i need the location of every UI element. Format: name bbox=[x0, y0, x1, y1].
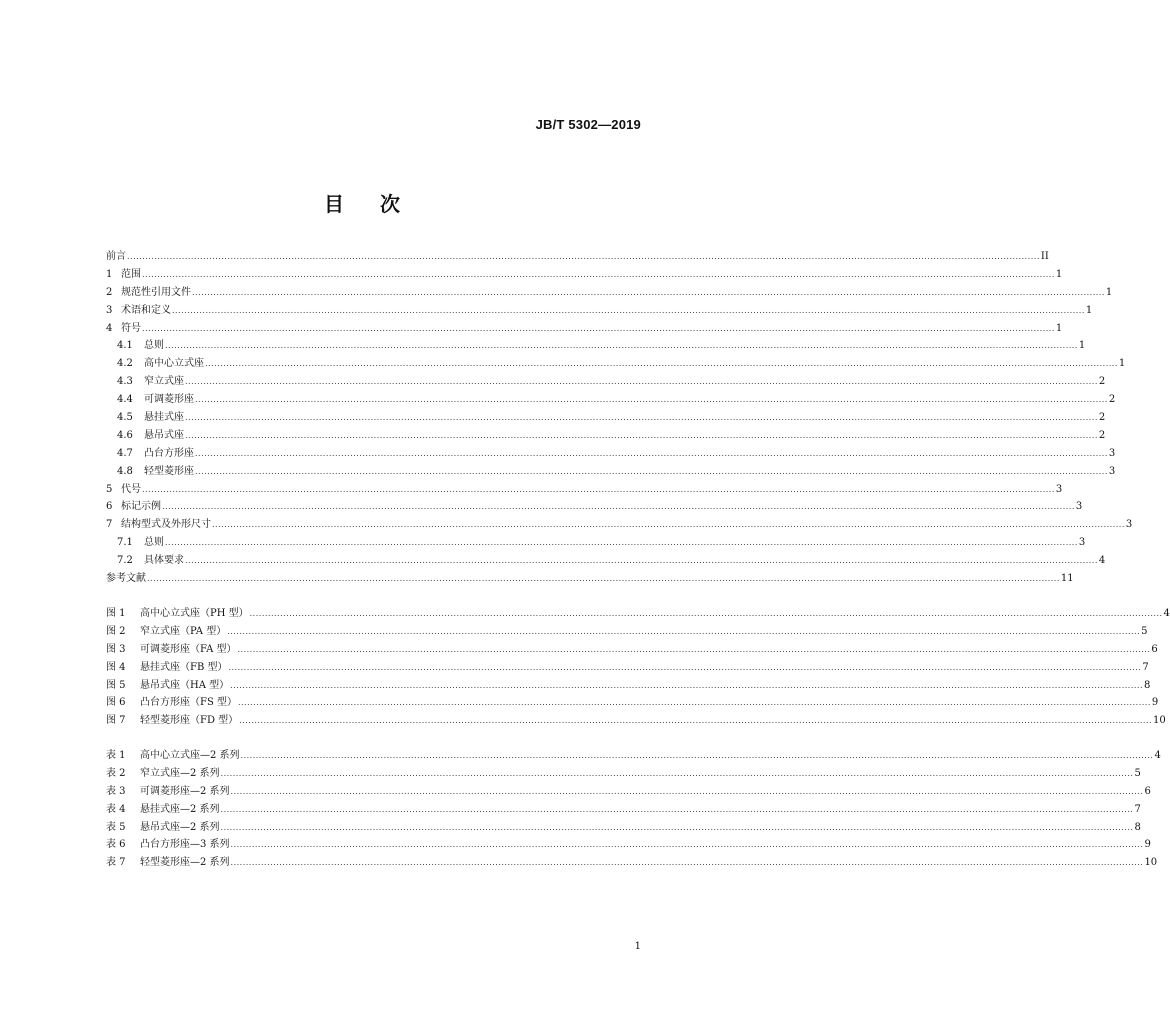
dot-leader: ............................................................................................................................................................................................................................................................................................................ bbox=[230, 786, 1144, 796]
dot-leader: ............................................................................................................................................................................................................................................................................................................ bbox=[165, 341, 1078, 351]
table-entry[interactable] bbox=[106, 747, 1161, 765]
toc-entry[interactable] bbox=[106, 355, 1126, 373]
entry-number: 3 bbox=[106, 304, 113, 316]
entry-label: 范围 bbox=[121, 268, 141, 280]
entry-number: 图 5 bbox=[106, 679, 126, 691]
entry-number: 4 bbox=[106, 322, 113, 334]
entry-number: 6 bbox=[106, 501, 113, 513]
entry-number: 4.2 bbox=[117, 358, 133, 370]
entry-number: 4.1 bbox=[117, 340, 133, 352]
entry-number: 4.4 bbox=[117, 394, 133, 406]
dot-leader: ............................................................................................................................................................................................................................................................................................................ bbox=[230, 680, 1144, 690]
entry-number: 表 7 bbox=[106, 857, 126, 869]
entry-label: 高中心立式座—2 系列 bbox=[140, 750, 240, 761]
entry-label: 悬吊式座（HA 型） bbox=[140, 679, 230, 691]
dot-leader: ............................................................................................................................................................................................................................................................................................................ bbox=[185, 413, 1098, 423]
dot-leader: ............................................................................................................................................................................................................................................................................................................ bbox=[195, 466, 1108, 476]
entry-label: 参考文献 bbox=[106, 573, 146, 585]
entry-number: 表 5 bbox=[106, 821, 126, 833]
figure-entry[interactable] bbox=[106, 677, 1151, 695]
entry-number: 7.2 bbox=[117, 555, 133, 567]
toc-entry[interactable] bbox=[106, 498, 1083, 516]
entry-page: 3 bbox=[1108, 465, 1116, 477]
entry-number: 4.6 bbox=[117, 429, 133, 441]
entry-page: 2 bbox=[1098, 376, 1106, 388]
dot-leader: ............................................................................................................................................................................................................................................................................................................ bbox=[172, 305, 1085, 315]
table-entry[interactable] bbox=[106, 836, 1151, 854]
entry-page: 3 bbox=[1125, 519, 1133, 531]
dot-leader: ............................................................................................................................................................................................................................................................................................................ bbox=[147, 574, 1060, 584]
entry-number: 图 3 bbox=[106, 643, 126, 655]
toc-entry[interactable] bbox=[106, 248, 1049, 266]
dot-leader: ............................................................................................................................................................................................................................................................................................................ bbox=[162, 502, 1075, 512]
entry-number: 4.8 bbox=[117, 465, 133, 477]
table-entry[interactable] bbox=[106, 801, 1141, 819]
entry-page: 1 bbox=[1055, 322, 1063, 334]
entry-label: 窄立式座（PA 型） bbox=[140, 625, 227, 637]
entry-number: 图 2 bbox=[106, 625, 126, 637]
entry-number: 表 3 bbox=[106, 785, 126, 797]
dot-leader: ............................................................................................................................................................................................................................................................................................................ bbox=[212, 520, 1125, 530]
entry-page: 8 bbox=[1134, 821, 1141, 833]
toc-entry[interactable] bbox=[106, 427, 1106, 445]
toc-entry[interactable] bbox=[106, 570, 1074, 588]
toc-entry[interactable] bbox=[106, 534, 1086, 552]
entry-page: 2 bbox=[1108, 394, 1116, 406]
toc-entry[interactable] bbox=[106, 284, 1113, 302]
page-title bbox=[0, 188, 724, 217]
dot-leader: ............................................................................................................................................................................................................................................................................................................ bbox=[249, 609, 1163, 618]
entry-page: 10 bbox=[1144, 857, 1158, 869]
entry-page: 1 bbox=[1105, 286, 1113, 298]
dot-leader: ............................................................................................................................................................................................................................................................................................................ bbox=[185, 556, 1098, 566]
title-char-2: 次 bbox=[380, 192, 400, 216]
dot-leader: ............................................................................................................................................................................................................................................................................................................ bbox=[220, 804, 1134, 814]
dot-leader: ............................................................................................................................................................................................................................................................................................................ bbox=[192, 287, 1105, 297]
toc-entry[interactable] bbox=[106, 266, 1063, 284]
entry-number: 图 7 bbox=[106, 715, 126, 727]
entry-number: 图 4 bbox=[106, 661, 126, 673]
entry-label: 凸台方形座—3 系列 bbox=[140, 839, 230, 851]
dot-leader: ............................................................................................................................................................................................................................................................................................................ bbox=[142, 323, 1055, 333]
entry-label: 悬挂式座（FB 型） bbox=[140, 661, 228, 673]
figure-entry[interactable] bbox=[106, 694, 1159, 712]
entry-label: 可调菱形座（FA 型） bbox=[140, 643, 237, 655]
dot-leader: ............................................................................................................................................................................................................................................................................................................ bbox=[230, 840, 1144, 850]
entry-number: 7.1 bbox=[117, 537, 133, 549]
figures-list bbox=[106, 605, 1170, 730]
dot-leader: ............................................................................................................................................................................................................................................................................................................ bbox=[220, 768, 1134, 778]
entry-label: 高中心立式座 bbox=[144, 358, 204, 370]
entry-label: 高中心立式座（PH 型） bbox=[140, 608, 249, 619]
table-entry[interactable] bbox=[106, 819, 1141, 837]
dot-leader: ............................................................................................................................................................................................................................................................................................................ bbox=[142, 269, 1055, 279]
entry-label: 悬吊式座—2 系列 bbox=[140, 821, 220, 833]
table-entry[interactable] bbox=[106, 765, 1141, 783]
entry-page: 1 bbox=[1055, 268, 1063, 280]
figure-entry[interactable] bbox=[106, 605, 1170, 623]
figure-entry[interactable] bbox=[106, 641, 1158, 659]
entry-number: 表 1 bbox=[106, 750, 126, 761]
entry-label: 可调菱形座 bbox=[144, 394, 194, 406]
entry-label: 总则 bbox=[144, 537, 164, 549]
figure-entry[interactable] bbox=[106, 712, 1166, 730]
entry-page: 9 bbox=[1144, 839, 1151, 851]
entry-page: 4 bbox=[1154, 750, 1161, 761]
entry-page: 4 bbox=[1163, 608, 1170, 619]
dot-leader: ............................................................................................................................................................................................................................................................................................................ bbox=[185, 377, 1098, 387]
entry-page: 4 bbox=[1098, 555, 1106, 567]
toc-entry[interactable] bbox=[106, 320, 1063, 338]
dot-leader: ............................................................................................................................................................................................................................................................................................................ bbox=[220, 822, 1134, 832]
toc-entry[interactable] bbox=[106, 552, 1106, 570]
entry-page: 8 bbox=[1144, 679, 1151, 691]
entry-page: 3 bbox=[1055, 483, 1063, 495]
entry-number: 4.5 bbox=[117, 412, 133, 424]
contents-list bbox=[106, 248, 1133, 588]
entry-page: 5 bbox=[1141, 625, 1148, 637]
toc-entry[interactable] bbox=[106, 391, 1116, 409]
tables-list bbox=[106, 747, 1161, 872]
dot-leader: ............................................................................................................................................................................................................................................................................................................ bbox=[237, 698, 1151, 708]
entry-page: 2 bbox=[1098, 429, 1106, 441]
entry-page: 7 bbox=[1142, 661, 1149, 673]
entry-label: 符号 bbox=[121, 322, 141, 334]
table-entry[interactable] bbox=[106, 854, 1158, 872]
entry-page: II bbox=[1040, 251, 1049, 262]
entry-number: 4.7 bbox=[117, 447, 133, 459]
entry-label: 悬挂式座 bbox=[144, 412, 184, 424]
dot-leader: ............................................................................................................................................................................................................................................................................................................ bbox=[230, 858, 1144, 868]
toc-entry[interactable] bbox=[106, 516, 1133, 534]
entry-page: 2 bbox=[1098, 412, 1106, 424]
entry-label: 凸台方形座（FS 型） bbox=[140, 697, 237, 709]
entry-label: 凸台方形座 bbox=[144, 447, 194, 459]
entry-label: 可调菱形座—2 系列 bbox=[140, 785, 230, 797]
entry-label: 术语和定义 bbox=[121, 304, 171, 316]
entry-page: 6 bbox=[1151, 643, 1158, 655]
entry-page: 11 bbox=[1060, 573, 1074, 585]
entry-label: 代号 bbox=[121, 483, 141, 495]
dot-leader: ............................................................................................................................................................................................................................................................................................................ bbox=[165, 538, 1078, 548]
entry-label: 具体要求 bbox=[144, 555, 184, 567]
entry-label: 前言 bbox=[106, 251, 126, 262]
dot-leader: ............................................................................................................................................................................................................................................................................................................ bbox=[205, 359, 1118, 369]
entry-number: 2 bbox=[106, 286, 113, 298]
entry-page: 9 bbox=[1151, 697, 1159, 709]
entry-label: 结构型式及外形尺寸 bbox=[121, 519, 211, 531]
dot-leader: ............................................................................................................................................................................................................................................................................................................ bbox=[240, 751, 1154, 760]
figure-entry[interactable] bbox=[106, 623, 1148, 641]
entry-label: 窄立式座—2 系列 bbox=[140, 767, 220, 779]
entry-page: 1 bbox=[1118, 358, 1126, 370]
dot-leader: ............................................................................................................................................................................................................................................................................................................ bbox=[195, 448, 1108, 458]
entry-number: 1 bbox=[106, 268, 113, 280]
entry-page: 3 bbox=[1108, 447, 1116, 459]
dot-leader: ............................................................................................................................................................................................................................................................................................................ bbox=[185, 430, 1098, 440]
dot-leader: ............................................................................................................................................................................................................................................................................................................ bbox=[237, 644, 1151, 654]
entry-page: 3 bbox=[1075, 501, 1083, 513]
toc-entry[interactable] bbox=[106, 409, 1106, 427]
entry-page: 1 bbox=[1085, 304, 1093, 316]
entry-label: 轻型菱形座（FD 型） bbox=[140, 715, 239, 727]
entry-label: 轻型菱形座—2 系列 bbox=[140, 857, 230, 869]
entry-number: 图 6 bbox=[106, 697, 126, 709]
entry-label: 轻型菱形座 bbox=[144, 465, 194, 477]
entry-number: 7 bbox=[106, 519, 113, 531]
dot-leader: ............................................................................................................................................................................................................................................................................................................ bbox=[195, 395, 1108, 405]
dot-leader: ............................................................................................................................................................................................................................................................................................................ bbox=[227, 626, 1141, 636]
toc-entry[interactable] bbox=[106, 463, 1116, 481]
page-number: 1 bbox=[634, 941, 641, 952]
dot-leader: ............................................................................................................................................................................................................................................................................................................ bbox=[228, 662, 1142, 672]
entry-label: 窄立式座 bbox=[144, 376, 184, 388]
entry-number: 5 bbox=[106, 483, 113, 495]
toc-entry[interactable] bbox=[106, 481, 1063, 499]
entry-page: 5 bbox=[1134, 767, 1141, 779]
document-code: JB/T 5302—2019 bbox=[535, 117, 641, 132]
entry-label: 标记示例 bbox=[121, 501, 161, 513]
entry-label: 悬挂式座—2 系列 bbox=[140, 803, 220, 815]
entry-label: 总则 bbox=[144, 340, 164, 352]
entry-number: 图 1 bbox=[106, 608, 126, 619]
title-char-1: 目 bbox=[324, 192, 344, 216]
entry-label: 悬吊式座 bbox=[144, 429, 184, 441]
entry-page: 7 bbox=[1134, 803, 1141, 815]
entry-page: 3 bbox=[1078, 537, 1086, 549]
entry-number: 表 6 bbox=[106, 839, 126, 851]
entry-label: 规范性引用文件 bbox=[121, 286, 191, 298]
dot-leader: ............................................................................................................................................................................................................................................................................................................ bbox=[142, 484, 1055, 494]
entry-number: 表 4 bbox=[106, 803, 126, 815]
toc-entry[interactable] bbox=[106, 337, 1086, 355]
figure-entry[interactable] bbox=[106, 659, 1149, 677]
entry-page: 1 bbox=[1078, 340, 1086, 352]
toc-entry[interactable] bbox=[106, 445, 1116, 463]
table-entry[interactable] bbox=[106, 783, 1151, 801]
entry-page: 10 bbox=[1153, 715, 1166, 727]
entry-page: 6 bbox=[1144, 785, 1151, 797]
entry-number: 4.3 bbox=[117, 376, 133, 388]
toc-entry[interactable] bbox=[106, 373, 1106, 391]
dot-leader: ............................................................................................................................................................................................................................................................................................................ bbox=[239, 716, 1153, 726]
entry-number: 表 2 bbox=[106, 767, 126, 779]
toc-entry[interactable] bbox=[106, 302, 1093, 320]
dot-leader: ............................................................................................................................................................................................................................................................................................................ bbox=[127, 252, 1040, 261]
